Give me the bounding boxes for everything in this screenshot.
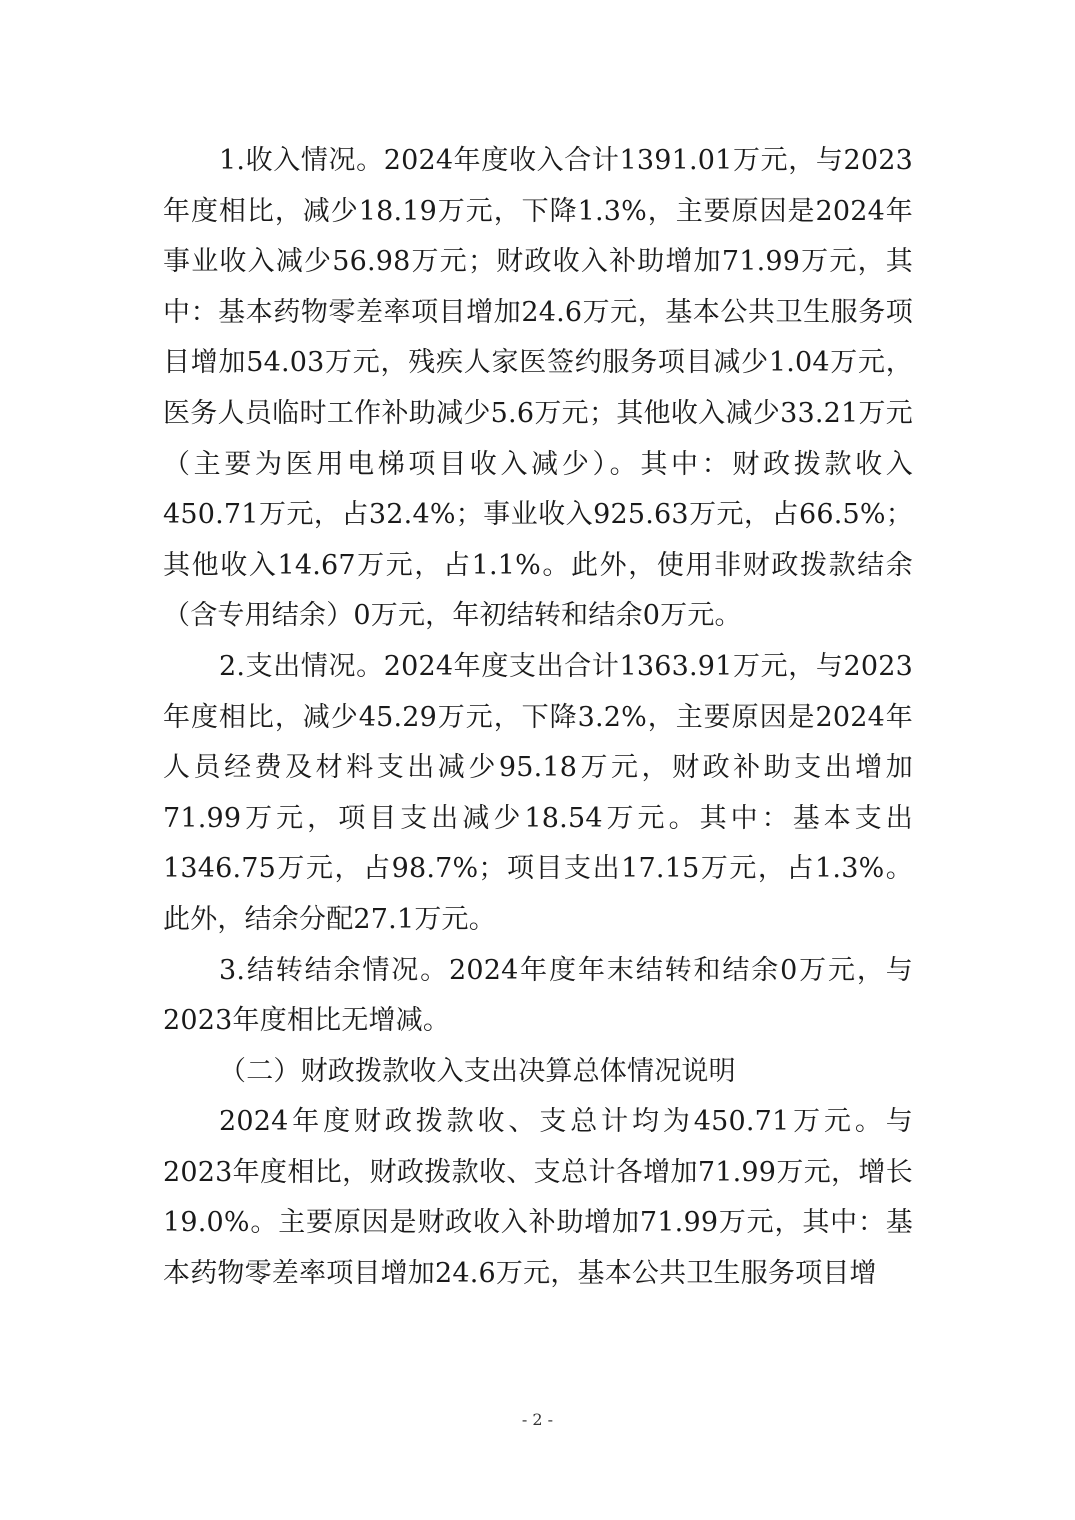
paragraph-income: 1.收入情况。2024年度收入合计1391.01万元，与2023年度相比，减少18.19万元，下降1.3%，主要原因是2024年事业收入减少56.98万元；财政收入补助增加71.99万元，其中：基本药物零差率项目增加24.6万元，基本公共卫生服务项目增加54.03万元，残疾人家医签约服务项目减少1.04万元，医务人员临时工作补助减少5.6万元；其他收入减少33.21万元（主要为医用电梯项目收入减少）。其中：财政拨款收入450.71万元，占32.4%；事业收入925.63万元，占66.5%；其他收入14.67万元，占1.1%。此外，使用非财政拨款结余（含专用结余）0万元，年初结转和结余0万元。 [163,145,913,632]
paragraph-carryover: 3.结转结余情况。2024年度年末结转和结余0万元，与2023年度相比无增减。 [163,954,913,1037]
document-body [163,136,913,1300]
section-heading: （二）财政拨款收入支出决算总体情况说明 [219,1055,736,1087]
paragraph-fiscal-appropriation: 2024年度财政拨款收、支总计均为450.71万元。与2023年度相比，财政拨款收、支总计各增加71.99万元，增长19.0%。主要原因是财政收入补助增加71.99万元，其中：基本药物零差率项目增加24.6万元，基本公共卫生服务项目增 [163,1106,913,1290]
page-number: - 2 - [521,1410,554,1429]
paragraph-expenditure: 2.支出情况。2024年度支出合计1363.91万元，与2023年度相比，减少45.29万元，下降3.2%，主要原因是2024年人员经费及材料支出减少95.18万元，财政补助支出增加71.99万元，项目支出减少18.54万元。其中：基本支出1346.75万元，占98.7%；项目支出17.15万元，占1.3%。此外，结余分配27.1万元。 [163,650,913,935]
